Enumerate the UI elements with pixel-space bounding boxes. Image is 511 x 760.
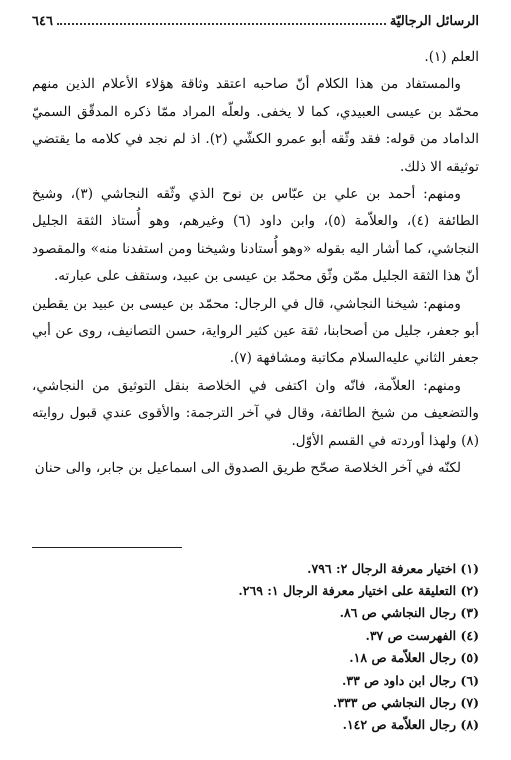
footnote: (١) اختيار معرفة الرجال ٢: ٧٩٦. bbox=[307, 560, 479, 576]
running-title: الرسائل الرجاليّة bbox=[389, 14, 479, 29]
footnote-separator bbox=[32, 547, 182, 548]
page-number: ٦٤٦ bbox=[32, 14, 53, 29]
footnote: (٥) رجال العلاّمة ص ١٨. bbox=[349, 650, 479, 666]
header-dot-leader bbox=[57, 23, 386, 25]
running-header bbox=[32, 14, 479, 36]
footnote: (٣) رجال النجاشي ص ٨٦. bbox=[339, 605, 479, 621]
footnote: (٨) رجال العلاّمة ص ١٤٢. bbox=[342, 717, 479, 733]
paragraph: العلم (١). bbox=[424, 49, 479, 65]
paragraph: ومنهم: شيخنا النجاشي، قال في الرجال: محمّد بن عيسى بن عبيد بن يقطين أبو جعفر، جليل من أصحابنا، ثقة عين كثير الرواية، حسن التصانيف، روى عن أبي جعفر الثاني عليه‌السلام مكاتبة ومشافهة (٧). bbox=[32, 295, 479, 367]
footnote: (٤) الفهرست ص ٣٧. bbox=[365, 627, 479, 643]
footnotes bbox=[32, 558, 479, 737]
footnote: (٧) رجال النجاشي ص ٣٣٣. bbox=[332, 694, 479, 710]
paragraph: ومنهم: أحمد بن علي بن عبّاس بن نوح الذي وثّقه النجاشي (٣)، وشيخ الطائفة (٤)، والعلاّمة (٥)، وابن داود (٦) وغيرهم، وهو أُستاذ الثقة الجليل النجاشي، كما أشار اليه بقوله «وهو أُستادنا وشيخنا ومن استفدنا منه» والمقصود أنّ هذا الثقة الجليل ممّن وثّق محمّد بن عيسى بن عبيد، وستقف على عبارته. bbox=[32, 186, 479, 285]
footnote: (٦) رجال ابن داود ص ٣٣. bbox=[342, 672, 479, 688]
paragraph: ومنهم: العلاّمة، فانّه وان اكتفى في الخلاصة بنقل التوثيق من النجاشي، والتضعيف من شيخ الطائفة، وقال في آخر الترجمة: والأقوى عندي قبول روايته (٨) ولهذا أوردته في القسم الأوّل. bbox=[32, 377, 479, 449]
paragraph: لكنّه في آخر الخلاصة صحّح طريق الصدوق الى اسماعيل بن جابر، والى حنان bbox=[34, 460, 461, 477]
footnote: (٢) التعليقة على اختيار معرفة الرجال ١: ٢٦٩. bbox=[238, 582, 479, 598]
paragraph: والمستفاد من هذا الكلام أنّ صاحبه اعتقد وثاقة هؤلاء الأعلام الذين منهم محمّد بن عيسى العبيدي، كما لا يخفى. ولعلّه المراد ممّا ذكره المدقّق السميّ الداماد من قوله: فقد وثّقه أبو عمرو الكشّي (٢). اذ لم نجد في كلامه ما يقتضي توثيقه الا ذلك. bbox=[32, 76, 479, 175]
main-text bbox=[32, 44, 479, 483]
